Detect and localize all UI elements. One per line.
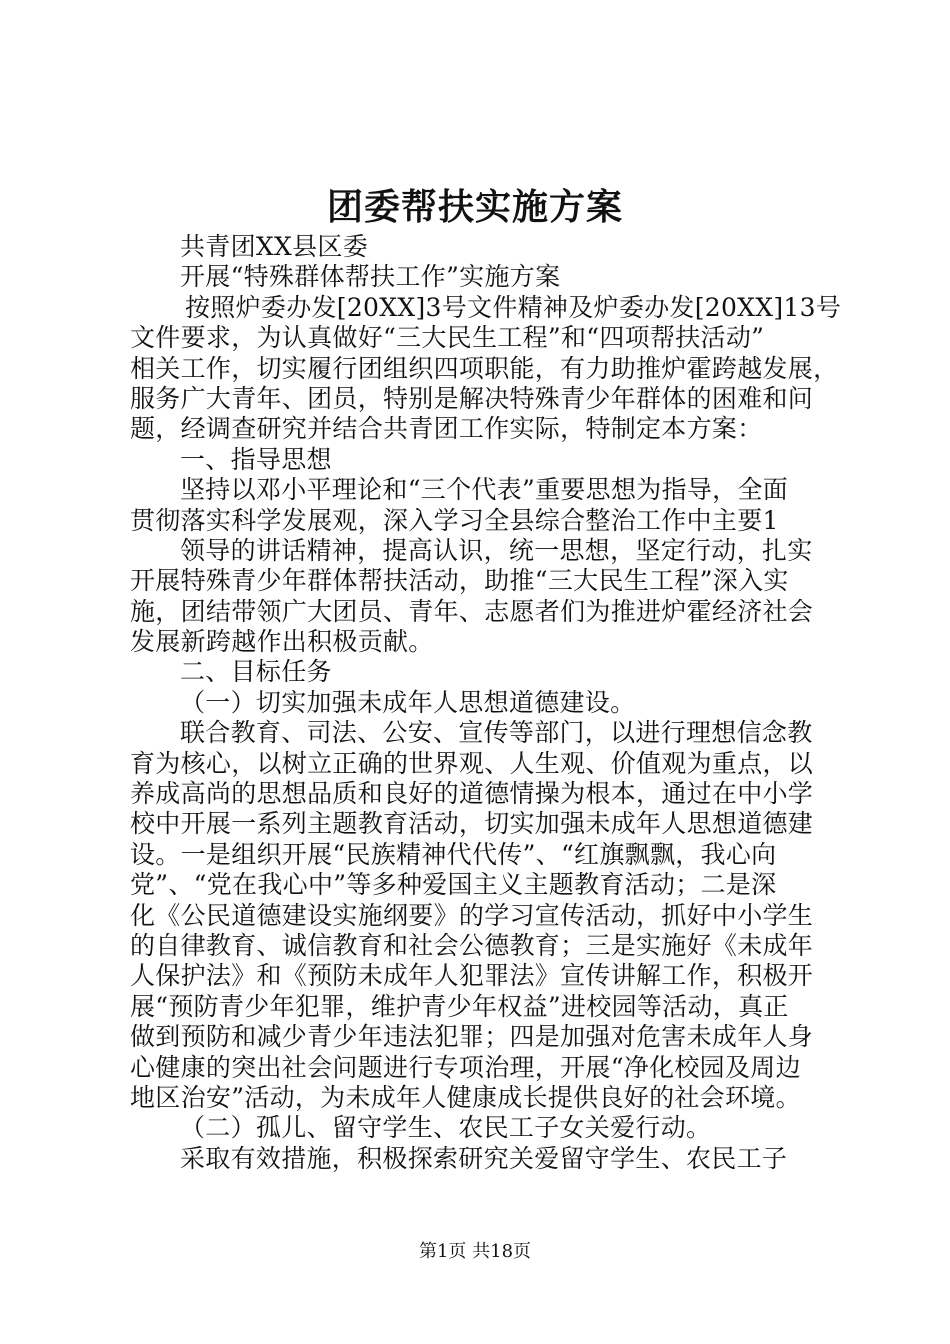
page-number-footer: 第1页 共18页 xyxy=(418,1241,532,1262)
text-line: 做到预防和减少青少年违法犯罪；四是加强对危害未成年人身 xyxy=(130,1022,814,1052)
text-line: 文件要求，为认真做好“三大民生工程”和“四项帮扶活动” xyxy=(130,323,765,353)
text-line: 开展特殊青少年群体帮扶活动，助推“三大民生工程”深入实 xyxy=(130,566,789,596)
text-line: 共青团XX县区委 xyxy=(180,232,368,261)
subsection-heading: （一）切实加强未成年人思想道德建设。 xyxy=(180,687,636,717)
text-line: 校中开展一系列主题教育活动，切实加强未成年人思想道德建 xyxy=(130,809,814,839)
document-body xyxy=(130,232,842,1174)
text-line: 心健康的突出社会问题进行专项治理，开展“净化校园及周边 xyxy=(130,1052,801,1082)
text-line: 设。一是组织开展“民族精神代代传”、“红旗飘飘，我心向 xyxy=(130,839,777,869)
text-line: 服务广大青年、团员，特别是解决特殊青少年群体的困难和问 xyxy=(130,383,814,413)
section-heading: 二、目标任务 xyxy=(180,657,332,687)
text-line: 坚持以邓小平理论和“三个代表”重要思想为指导，全面 xyxy=(180,475,789,505)
text-line: 采取有效措施，积极探索研究关爱留守学生、农民工子 xyxy=(180,1143,788,1173)
text-line: 的自律教育、诚信教育和社会公德教育；三是实施好《未成年 xyxy=(130,930,814,960)
text-line: 题，经调查研究并结合共青团工作实际，特制定本方案： xyxy=(130,414,763,444)
document-title: 团委帮扶实施方案 xyxy=(326,186,623,228)
text-line: 联合教育、司法、公安、宣传等部门，以进行理想信念教 xyxy=(180,718,813,748)
text-line: 领导的讲话精神，提高认识，统一思想，坚定行动，扎实 xyxy=(180,535,813,565)
text-line: 党”、“党在我心中”等多种爱国主义主题教育活动；二是深 xyxy=(130,870,777,900)
text-line: 相关工作，切实履行团组织四项职能，有力助推炉霍跨越发展， xyxy=(130,353,839,383)
text-line: 地区治安”活动，为未成年人健康成长提供良好的社会环境。 xyxy=(130,1082,801,1112)
section-heading: 一、指导思想 xyxy=(180,444,332,474)
text-line: 按照炉委办发[20XX]3号文件精神及炉委办发[20XX]13号 xyxy=(185,292,842,322)
text-line: 施，团结带领广大团员、青年、志愿者们为推进炉霍经济社会 xyxy=(130,596,814,626)
text-line: 化《公民道德建设实施纲要》的学习宣传活动，抓好中小学生 xyxy=(130,900,814,930)
text-line: 展“预防青少年犯罪，维护青少年权益”进校园等活动，真正 xyxy=(130,991,789,1021)
subsection-heading: （二）孤儿、留守学生、农民工子女关爱行动。 xyxy=(180,1113,712,1143)
text-line: 发展新跨越作出积极贡献。 xyxy=(130,627,434,657)
text-line: 育为核心，以树立正确的世界观、人生观、价值观为重点，以 xyxy=(130,748,814,778)
text-line: 人保护法》和《预防未成年人犯罪法》宣传讲解工作，积极开 xyxy=(130,961,814,991)
text-line: 开展“特殊群体帮扶工作”实施方案 xyxy=(180,262,561,292)
text-line: 贯彻落实科学发展观，深入学习全县综合整治工作中主要1 xyxy=(130,505,779,535)
text-line: 养成高尚的思想品质和良好的道德情操为根本，通过在中小学 xyxy=(130,779,814,809)
